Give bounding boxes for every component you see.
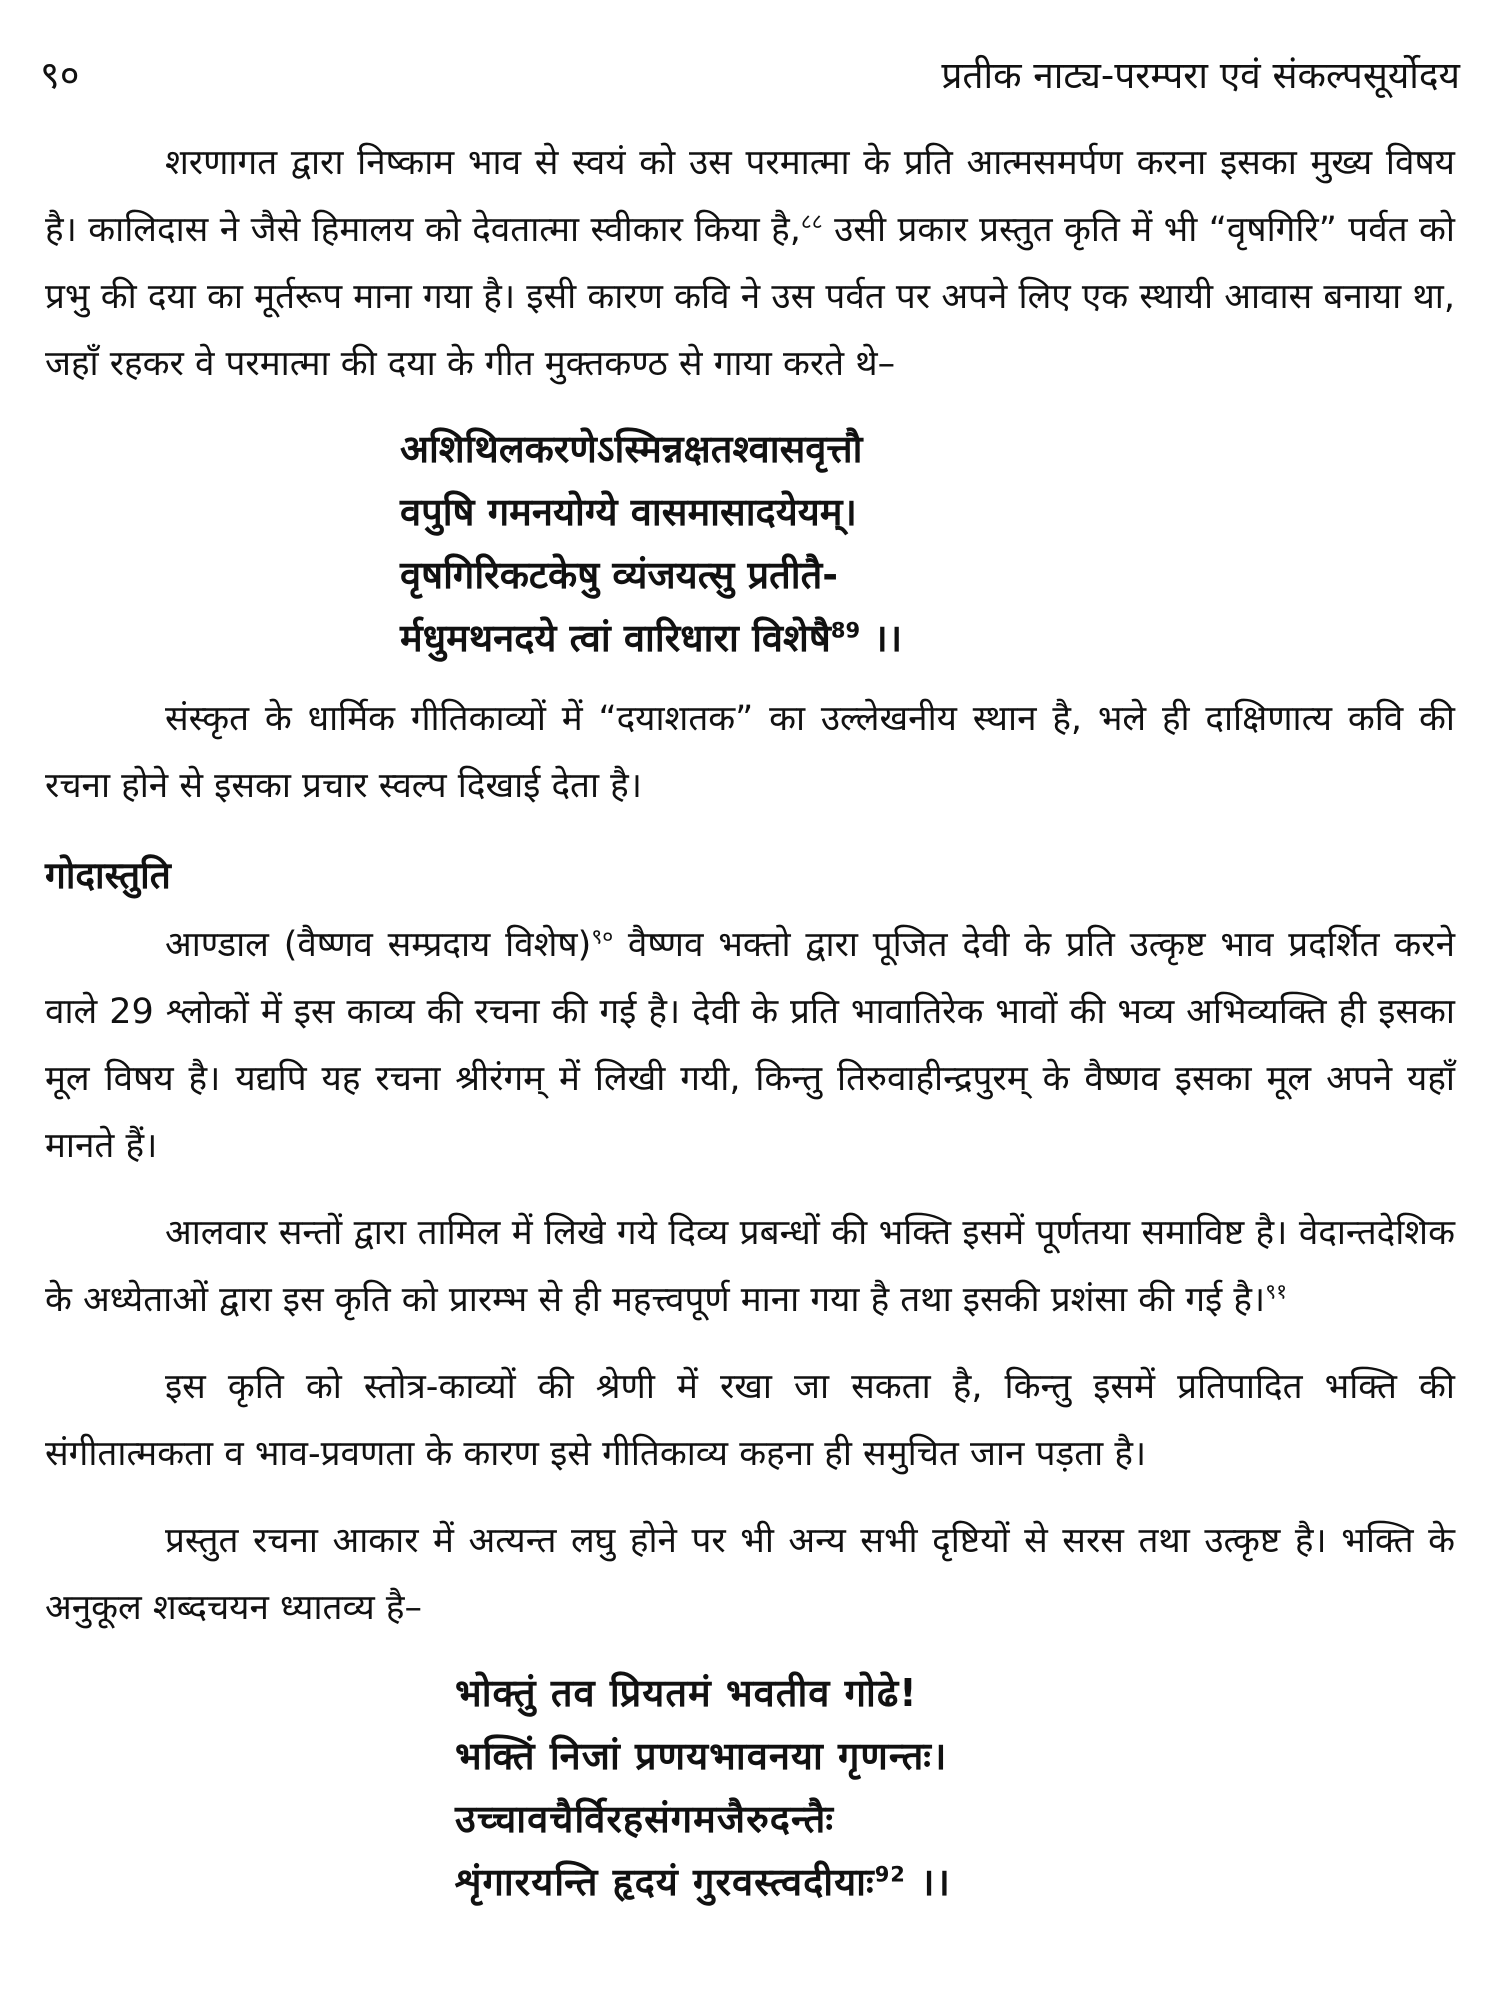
paragraph-3 — [45, 912, 1455, 1180]
page-header — [40, 48, 1460, 118]
verse-line: वपुषि गमनयोग्ये वासमासादयेयम्। — [400, 490, 857, 534]
verse-line: भक्तिं निजां प्रणयभावनया गृणन्तः। — [455, 1734, 948, 1778]
paragraph-text: आलवार सन्तों द्वारा तामिल में लिखे गये दिव्य प्रबन्धों की भक्ति इसमें पूर्णतया समाविष्ट है। वेदान्तदेशिक के अध्येताओं द्वारा इस कृति को प्रारम्भ से ही महत्त्वपूर्ण माना गया है तथा इसकी प्रशंसा की गई है। — [45, 1213, 1455, 1320]
running-title: प्रतीक नाट्य-परम्परा एवं संकल्पसूर्योदय — [941, 54, 1460, 97]
page-body — [45, 130, 1455, 1930]
verse-line-text: र्मधुमथनदये त्वां वारिधारा विशेषै — [400, 616, 831, 660]
verse-line: अशिथिलकरणेऽस्मिन्नक्षतश्वासवृत्तौ — [400, 427, 863, 471]
footnote-marker: ८८ — [800, 209, 823, 234]
paragraph-text: आण्डाल (वैष्णव सम्प्रदाय विशेष) — [165, 925, 592, 965]
verse-line-text: शृंगारयन्ति हृदयं गुरवस्त्वदीयाः — [455, 1860, 875, 1904]
footnote-marker: 89 — [830, 618, 861, 643]
paragraph-text: वैष्णव भक्तो द्वारा पूजित देवी के प्रति उत्कृष्ट भाव प्रदर्शित करने वाले 29 श्लोकों में इस काव्य की रचना की गई है। देवी के प्रति भावातिरेक भावों की भव्य अभिव्यक्ति ही इसका मूल विषय है। यद्यपि यह रचना श्रीरंगम् में लिखी गयी, किन्तु तिरुवाहीन्द्रपुरम् के वैष्णव इसका मूल अपने यहाँ मानते हैं। — [45, 925, 1455, 1166]
verse-godastuti — [45, 1662, 1455, 1914]
verse-end-mark: ।। — [920, 1860, 951, 1904]
section-heading: गोदास्तुति — [45, 854, 171, 897]
verse-line: भोक्तुं तव प्रियतमं भवतीव गोढे! — [455, 1671, 918, 1715]
paragraph-text: शरणागत द्वारा निष्काम भाव से स्वयं को उस परमात्मा के प्रति आत्मसमर्पण करना इसका मुख्य विषय है। कालिदास ने जैसे हिमालय को देवतात्मा स्वीकार किया है, — [45, 143, 1455, 250]
paragraph-4 — [45, 1200, 1455, 1334]
paragraph-text: संस्कृत के धार्मिक गीतिकाव्यों में “दयाशतक” का उल्लेखनीय स्थान है, भले ही दाक्षिणात्य कवि की रचना होने से इसका प्रचार स्वल्प दिखाई देता है। — [45, 699, 1455, 806]
paragraph-text: प्रस्तुत रचना आकार में अत्यन्त लघु होने पर भी अन्य सभी दृष्टियों से सरस तथा उत्कृष्ट है। भक्ति के अनुकूल शब्दचयन ध्यातव्य है– — [45, 1521, 1455, 1628]
footnote-marker: ९१ — [1265, 1279, 1288, 1304]
verse-end-mark: ।। — [873, 616, 903, 660]
paragraph-6 — [45, 1508, 1455, 1642]
paragraph-text: इस कृति को स्तोत्र-काव्यों की श्रेणी में रखा जा सकता है, किन्तु इसमें प्रतिपादित भक्ति की संगीतात्मकता व भाव-प्रवणता के कारण इसे गीतिकाव्य कहना ही समुचित जान पड़ता है। — [45, 1367, 1455, 1474]
footnote-marker: ९० — [591, 924, 614, 949]
verse-line: उच्चावचैर्विरहसंगमजैरुदन्तैः — [455, 1797, 835, 1841]
page-number: ९० — [40, 53, 80, 97]
footnote-marker: 92 — [874, 1862, 906, 1887]
verse-line — [400, 607, 1455, 670]
paragraph-2 — [45, 686, 1455, 820]
paragraph-text: उसी प्रकार प्रस्तुत कृति में भी “वृषगिरि” पर्वत को प्रभु की दया का मूर्तरूप माना गया है। इसी कारण कवि ने उस पर्वत पर अपने लिए एक स्थायी आवास बनाया था, जहाँ रहकर वे परमात्मा की दया के गीत मुक्तकण्ठ से गाया करते थे– — [45, 210, 1455, 384]
verse-dayashataka — [45, 418, 1455, 670]
paragraph-1 — [45, 130, 1455, 398]
paragraph-5 — [45, 1354, 1455, 1488]
verse-line — [455, 1851, 1455, 1914]
verse-line: वृषगिरिकटकेषु व्यंजयत्सु प्रतीतै- — [400, 553, 839, 597]
